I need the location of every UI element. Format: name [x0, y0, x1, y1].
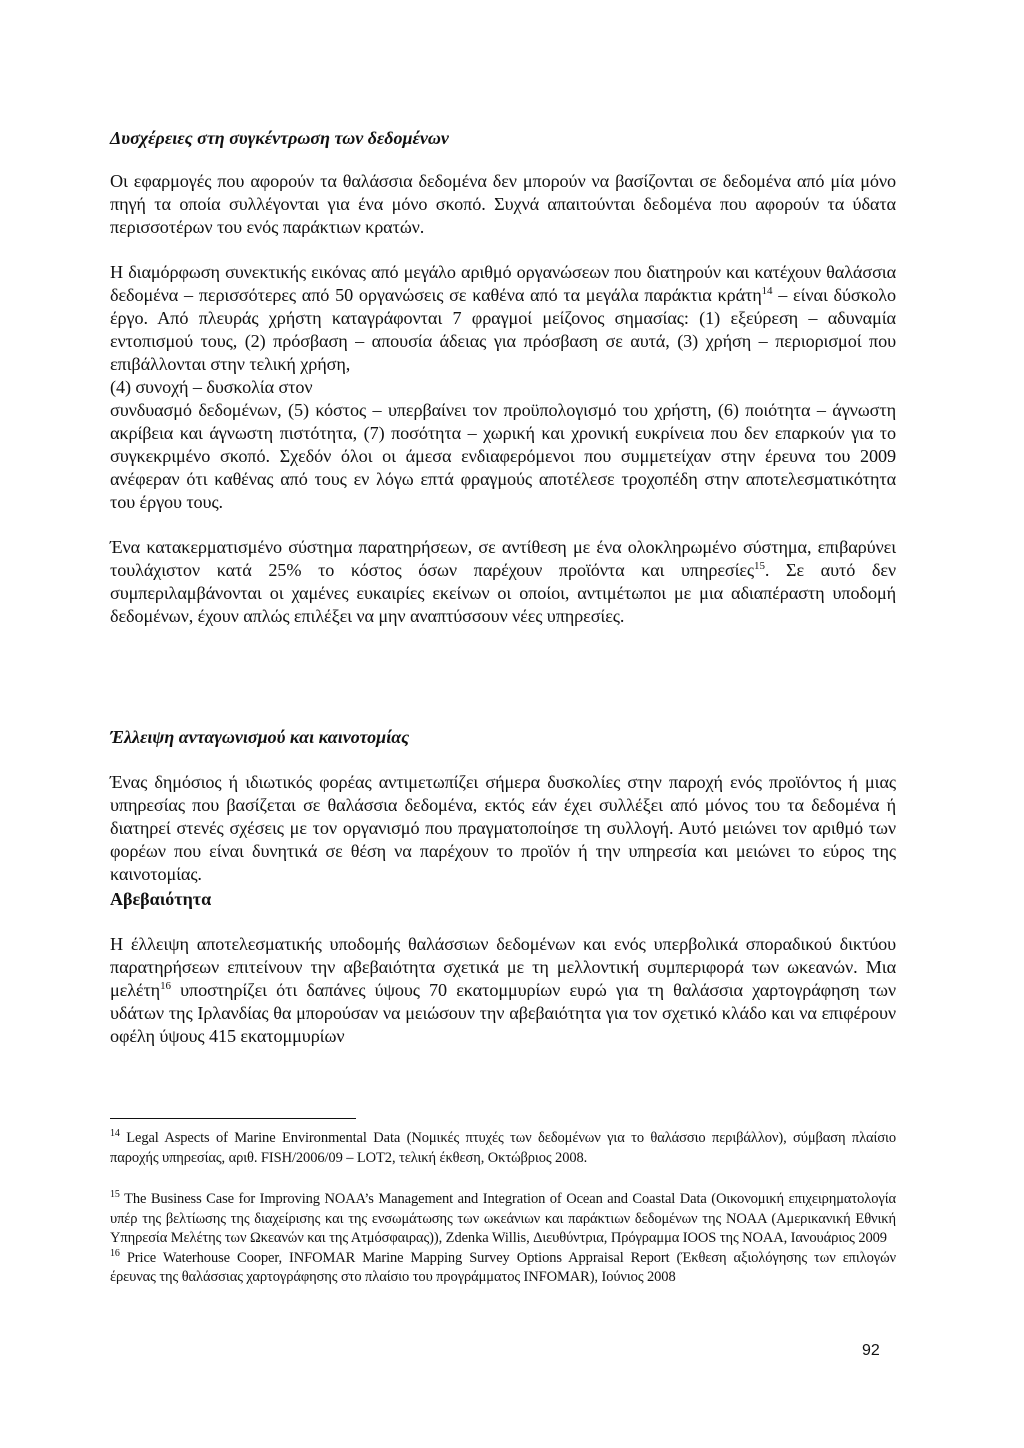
paragraph-line: (4) συνοχή – δυσκολία στον [110, 377, 313, 397]
section-title-data-difficulty: Δυσχέρειες στη συγκέντρωση των δεδομένων [110, 128, 449, 148]
footnote-number: 15 [110, 1189, 120, 1200]
footnote-15 [110, 1190, 896, 1249]
main-content [110, 127, 896, 1048]
footnote-ref[interactable]: 16 [160, 980, 171, 992]
paragraph [110, 261, 896, 376]
paragraph-text: Η έλλειψη αποτελεσματικής υποδομής θαλάσσιων δεδομένων και ενός υπερβολικά σποραδικού δικτύου παρατηρήσεων επιτείνουν την αβεβαιότητα σχετικά με τη μελλοντική συμπεριφορά των ωκεανών. Μια μελέτη [110, 934, 896, 1000]
footnote-16 [110, 1249, 896, 1288]
paragraph [110, 536, 896, 628]
paragraph: συνδυασμό δεδομένων, (5) κόστος – υπερβαίνει τον προϋπολογισμό του χρήστη, (6) ποιότητα – άγνωστη ακρίβεια και άγνωστη πιστότητα, (7) ποσότητα – χωρική και χρονική ευκρίνεια που δεν επαρκούν για το συγκεκριμένο σκοπό. Σχεδόν όλοι οι άμεσα ενδιαφερόμενοι που συμμετείχαν στην έρευνα του 2009 ανέφεραν ότι καθένας από τους εν λόγω επτά φραγμούς αποτέλεσε τροχοπέδη στην αποτελεσματικότητα του έργου τους. [110, 400, 896, 512]
paragraph [110, 933, 896, 1048]
paragraph: Οι εφαρμογές που αφορούν τα θαλάσσια δεδομένα δεν μπορούν να βασίζονται σε δεδομένα από μία μόνο πηγή τα οποία συλλέγονται για ένα μόνο σκοπό. Συχνά απαιτούνται δεδομένα που αφορούν τα ύδατα περισσοτέρων του ενός παράκτιων κρατών. [110, 171, 896, 237]
footnote-divider [110, 1118, 356, 1119]
paragraph-text: – είναι δύσκολο έργο. Από πλευράς χρήστη καταγράφονται 7 φραγμοί μείζονος σημασίας: (1) εξεύρεση – αδυναμία εντοπισμού τους, (2) πρόσβαση – απουσία άδειας για πρόσβαση σε αυτά, (3) χρήση – περιορισμοί που επιβάλλονται στην τελική χρήση, [110, 285, 896, 374]
paragraph-text: Ένα κατακερματισμένο σύστημα παρατηρήσεων, σε αντίθεση με ένα ολοκληρωμένο σύστημα, επιβαρύνει τουλάχιστον κατά 25% το κόστος όσων παρέχουν προϊόντα και υπηρεσίες [110, 537, 896, 580]
paragraph-text: . Σε αυτό δεν συμπεριλαμβάνονται οι χαμένες ευκαιρίες εκείνων οι οποίοι, αντιμέτωποι με μια αδιαπέραστη υποδομή δεδομένων, έχουν απλώς επιλέξει να μην αναπτύσσουν νέες υπηρεσίες. [110, 560, 897, 626]
section-title-competition: Έλλειψη ανταγωνισμού και καινοτομίας [110, 727, 410, 747]
footnote-text: Legal Aspects of Marine Environmental Data (Νομικές πτυχές των δεδομένων για το θαλάσσιο περιβάλλον), σύμβαση πλαίσιο παροχής υπηρεσίας, αριθ. FISH/2006/09 – LOT2, τελική έκθεση, Οκτώβριος 2008. [110, 1130, 896, 1166]
footnote-text: Price Waterhouse Cooper, INFOMAR Marine Mapping Survey Options Appraisal Report (Έκθεση αξιολόγησης των επιλογών έρευνας της θαλάσσιας χαρτογράφησης στο πλαίσιο του προγράμματος INFOMAR), Ιούνιος 2008 [110, 1249, 896, 1285]
footnote-number: 14 [110, 1128, 120, 1139]
paragraph-text: υποστηρίζει ότι δαπάνες ύψους 70 εκατομμυρίων ευρώ για τη θαλάσσια χαρτογράφηση των υδάτων της Ιρλανδίας θα μπορούσαν να μειώσουν την αβεβαιότητα για τον σχετικό κλάδο και να επιφέρουν οφέλη ύψους 415 εκατομμυρίων [110, 980, 896, 1046]
footnote-number: 16 [110, 1247, 120, 1259]
page-number: 92 [862, 1342, 880, 1359]
footnote-ref[interactable]: 15 [754, 560, 765, 572]
footnotes [110, 1118, 896, 1288]
paragraph-text: Η διαμόρφωση συνεκτικής εικόνας από μεγάλο αριθμό οργανώσεων που διατηρούν και κατέχουν θαλάσσια δεδομένα – περισσότερες από 50 οργανώσεις σε καθένα από τα μεγάλα παράκτια κράτη [110, 262, 896, 305]
paragraph: Ένας δημόσιος ή ιδιωτικός φορέας αντιμετωπίζει σήμερα δυσκολίες στην παροχή ενός προϊόντος ή μιας υπηρεσίας που βασίζεται σε θαλάσσια δεδομένα, εκτός εάν έχει συλλέξει από μόνος του τα δεδομένα ή διατηρεί στενές σχέσεις με τον οργανισμό που πραγματοποίησε τη συλλογή. Αυτό μειώνει τον αριθμό των φορέων που είναι δυνητικά σε θέση να παρέχουν το προϊόν ή την υπηρεσία και μειώνει το εύρος της καινοτομίας. [110, 772, 896, 884]
footnote-text: The Business Case for Improving NOAA’s Management and Integration of Ocean and Coastal Data (Οικονομική επιχειρηματολογία υπέρ της βελτίωσης της διαχείρισης και της ενσωμάτωσης των ωκεάνιων και παράκτιων δεδομένων της NOAA (Αμερικανική Εθνική Υπηρεσία Μελέτης των Ωκεανών και της Ατμόσφαιρας)), Zdenka Willis, Διευθύντρια, Πρόγραμμα IOOS της NOAA, Ιανουάριος 2009 [110, 1191, 896, 1246]
footnote-14 [110, 1129, 896, 1168]
section-title-uncertainty: Αβεβαιότητα [110, 889, 212, 909]
footnote-ref[interactable]: 14 [761, 285, 773, 297]
